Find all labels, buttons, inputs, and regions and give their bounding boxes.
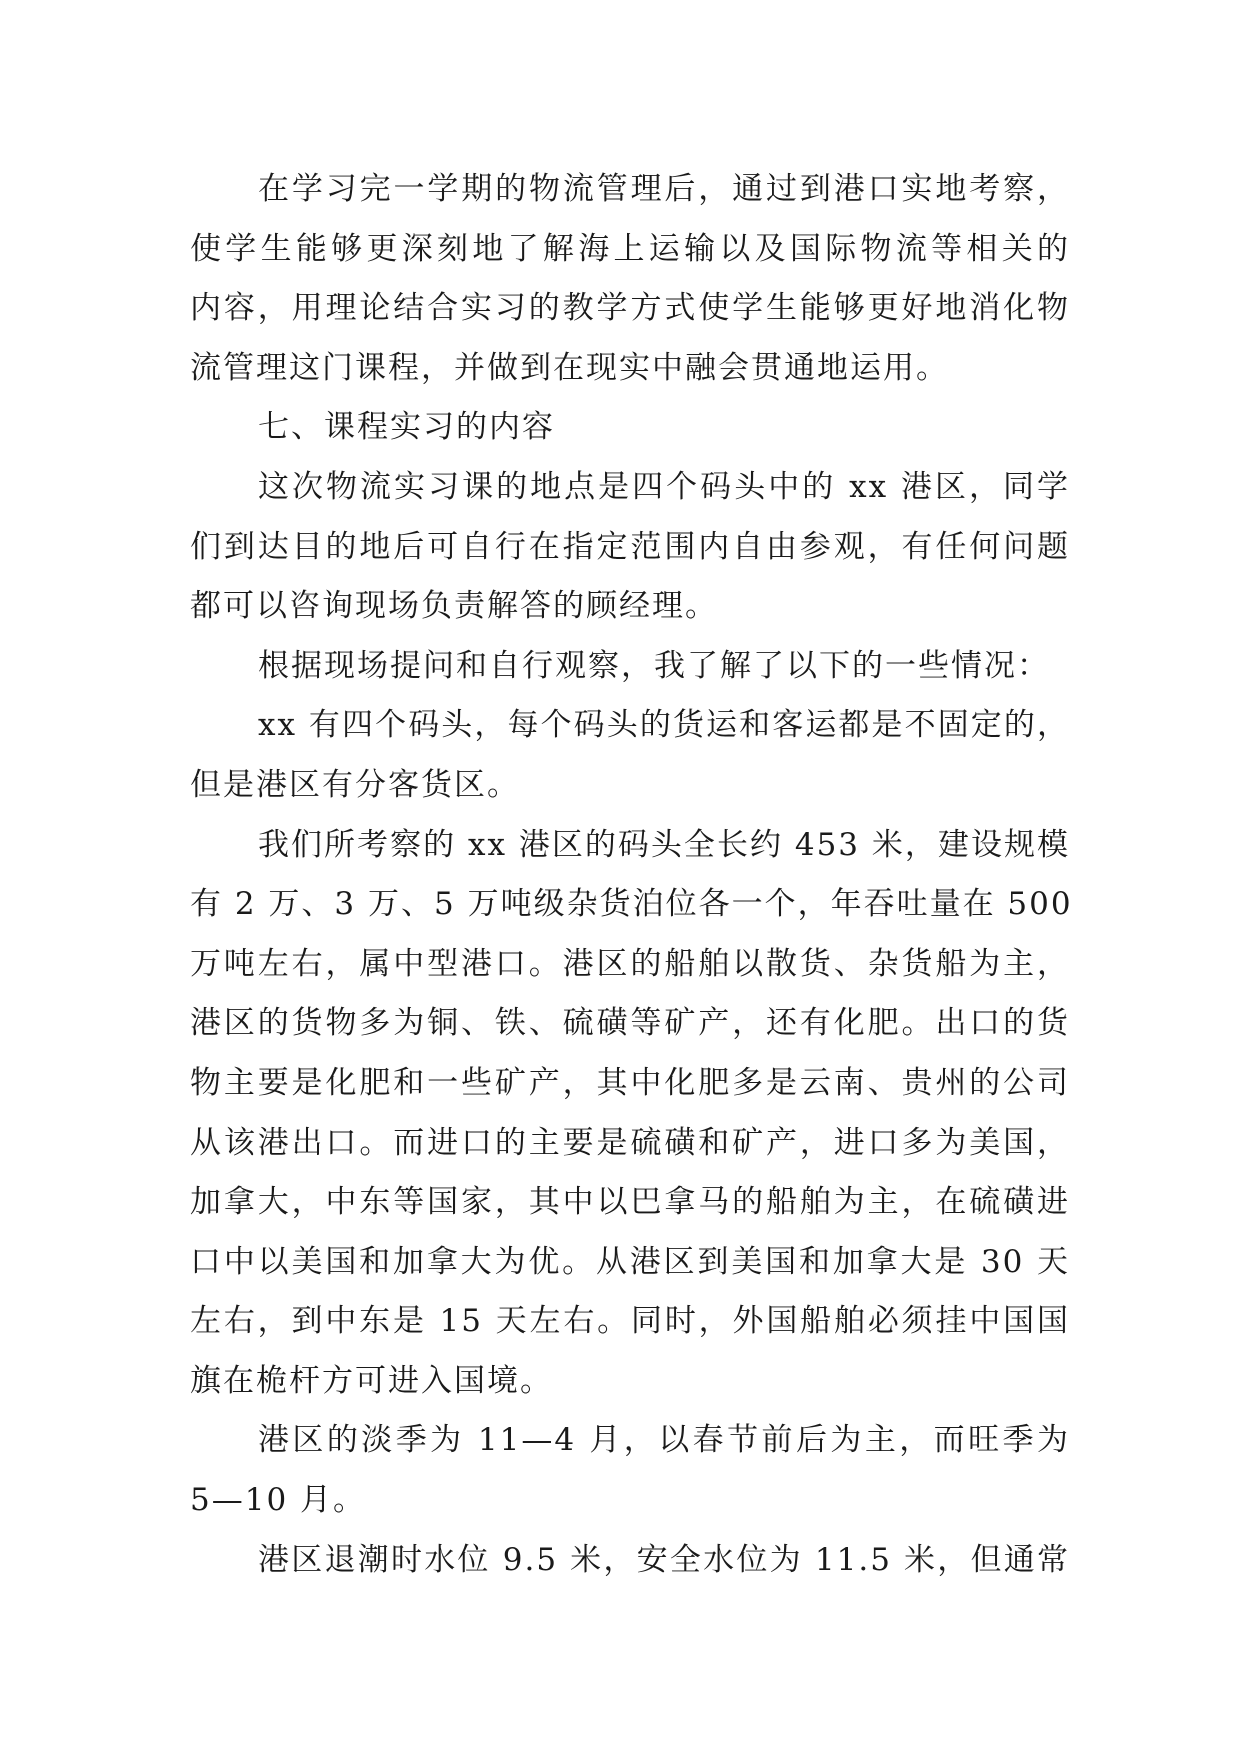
text-line: 物主要是化肥和一些矿产，其中化肥多是云南、贵州的公司	[190, 1064, 1070, 1101]
text-line: 加拿大，中东等国家，其中以巴拿马的船舶为主，在硫磺进	[190, 1184, 1070, 1221]
text-line: 5—10 月。	[190, 1482, 367, 1519]
paragraph-6	[190, 1411, 1070, 1530]
text-line: 流管理这门课程，并做到在现实中融会贯通地运用。	[190, 349, 949, 386]
text-line: 但是港区有分客货区。	[190, 766, 520, 803]
text-line: 都可以咨询现场负责解答的顾经理。	[190, 588, 718, 625]
section-heading	[190, 398, 1070, 458]
paragraph-1	[190, 160, 1070, 398]
text-line: 在学习完一学期的物流管理后，通过到港口实地考察，	[258, 171, 1070, 207]
text-line: 这次物流实习课的地点是四个码头中的 xx 港区，同学	[258, 468, 1070, 505]
text-line: 七、课程实习的内容	[258, 409, 555, 446]
paragraph-4	[190, 696, 1070, 815]
paragraph-5	[190, 816, 1073, 1412]
text-line: 有 2 万、3 万、5 万吨级杂货泊位各一个，年吞吐量在 500	[190, 886, 1073, 923]
text-line: xx 有四个码头，每个码头的货运和客运都是不固定的，	[258, 707, 1070, 744]
text-line: 旗在桅杆方可进入国境。	[190, 1362, 553, 1399]
text-line: 港区的淡季为 11—4 月，以春节前后为主，而旺季为	[258, 1422, 1070, 1459]
text-line: 万吨左右，属中型港口。港区的船舶以散货、杂货船为主，	[190, 945, 1070, 982]
body-text	[190, 160, 1073, 1590]
paragraph-2	[190, 458, 1070, 637]
paragraph-7	[190, 1531, 1070, 1591]
text-line: 内容，用理论结合实习的教学方式使学生能够更好地消化物	[190, 290, 1070, 327]
text-line: 口中以美国和加拿大为优。从港区到美国和加拿大是 30 天	[190, 1243, 1070, 1280]
paragraph-3	[190, 637, 1070, 697]
text-line: 从该港出口。而进口的主要是硫磺和矿产，进口多为美国，	[190, 1124, 1070, 1161]
text-line: 港区的货物多为铜、铁、硫磺等矿产，还有化肥。出口的货	[190, 1005, 1070, 1042]
text-line: 左右，到中东是 15 天左右。同时，外国船舶必须挂中国国	[190, 1303, 1070, 1340]
text-line: 使学生能够更深刻地了解海上运输以及国际物流等相关的	[190, 230, 1070, 267]
text-line: 根据现场提问和自行观察，我了解了以下的一些情况：	[258, 647, 1050, 684]
text-line: 港区退潮时水位 9.5 米，安全水位为 11.5 米，但通常	[258, 1541, 1070, 1578]
text-line: 我们所考察的 xx 港区的码头全长约 453 米，建设规模	[258, 826, 1070, 863]
text-line: 们到达目的地后可自行在指定范围内自由参观，有任何问题	[190, 528, 1070, 565]
